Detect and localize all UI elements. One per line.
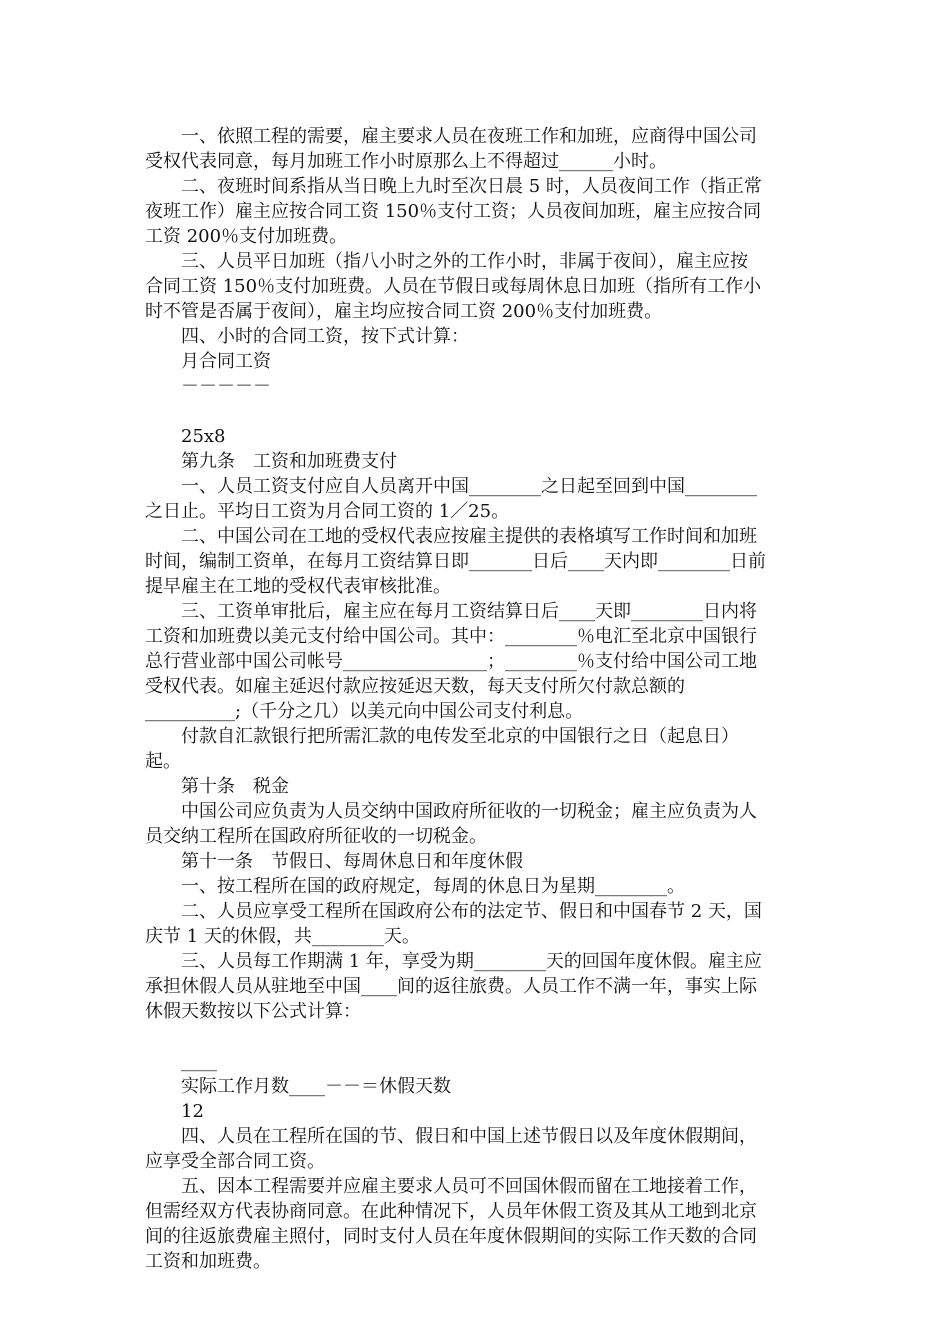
text-line: 第十条 税金 xyxy=(181,776,289,797)
text-line: 实际工作月数____－－＝休假天数 xyxy=(181,1076,451,1097)
text-line: 间的往返旅费雇主照付，同时支付人员在年度休假期间的实际工作天数的合同 xyxy=(145,1226,757,1247)
text-line: 月合同工资 xyxy=(181,351,271,372)
text-line: 一、按工程所在国的政府规定，每周的休息日为星期________。 xyxy=(181,876,685,897)
text-line: 之日止。平均日工资为月合同工资的 1／25。 xyxy=(145,501,510,522)
text-line: 工资和加班费。 xyxy=(145,1251,271,1272)
text-line: 提早雇主在工地的受权代表审核批准。 xyxy=(145,576,451,597)
text-line: 受权代表同意，每月加班工作小时原那么上不得超过______小时。 xyxy=(145,151,667,172)
text-line: －－－－－ xyxy=(181,376,271,397)
text-line: 受权代表。如雇主延迟付款应按延迟天数，每天支付所欠付款总额的 xyxy=(145,676,685,697)
text-line: 夜班工作）雇主应按合同工资 150％支付工资；人员夜间加班，雇主应按合同 xyxy=(145,201,762,222)
text-line: 起。 xyxy=(145,751,181,772)
text-line: 一、依照工程的需要，雇主要求人员在夜班工作和加班，应商得中国公司 xyxy=(181,126,757,147)
text-line: 中国公司应负责为人员交纳中国政府所征收的一切税金；雇主应负责为人 xyxy=(181,801,757,822)
text-line: 第十一条 节假日、每周休息日和年度休假 xyxy=(181,851,523,872)
text-line: 五、因本工程需要并应雇主要求人员可不回国休假而留在工地接着工作， xyxy=(181,1176,757,1197)
text-line: 但需经双方代表协商同意。在此种情况下，人员年休假工资及其从工地到北京 xyxy=(145,1201,757,1222)
text-line: 时间，编制工资单，在每月工资结算日即_______日后____天内即________日前 xyxy=(145,551,766,572)
document-body xyxy=(145,124,805,1274)
text-line: 时不管是否属于夜间），雇主均应按合同工资 200％支付加班费。 xyxy=(145,301,663,322)
text-line: ____ xyxy=(181,1051,217,1072)
text-line: 总行营业部中国公司帐号________________；________％支付给中国公司工地 xyxy=(145,651,757,672)
text-line: 12 xyxy=(181,1101,204,1122)
text-line: 四、小时的合同工资，按下式计算： xyxy=(181,326,469,347)
text-line: 第九条 工资和加班费支付 xyxy=(181,451,397,472)
text-line: 三、人员每工作期满 1 年，享受为期________天的回国年度休假。雇主应 xyxy=(181,951,762,972)
text-line: 三、工资单审批后，雇主应在每月工资结算日后____天即________日内将 xyxy=(181,601,757,622)
text-line: __________;（千分之几）以美元向中国公司支付利息。 xyxy=(145,701,584,722)
text-line xyxy=(145,399,805,424)
text-line: 合同工资 150％支付加班费。人员在节假日或每周休息日加班（指所有工作小 xyxy=(145,276,762,297)
text-line: 休假天数按以下公式计算： xyxy=(145,1001,361,1022)
text-line: 工资 200％支付加班费。 xyxy=(145,226,348,247)
text-line: 应享受全部合同工资。 xyxy=(145,1151,325,1172)
text-line: 25x8 xyxy=(181,426,226,447)
text-line: 庆节 1 天的休假，共________天。 xyxy=(145,926,420,947)
text-line: 付款自汇款银行把所需汇款的电传发至北京的中国银行之日（起息日） xyxy=(181,726,739,747)
text-line: 二、人员应享受工程所在国政府公布的法定节、假日和中国春节 2 天，国 xyxy=(181,901,762,922)
text-line: 二、夜班时间系指从当日晚上九时至次日晨 5 时，人员夜间工作（指正常 xyxy=(181,176,762,197)
text-line: 三、人员平日加班（指八小时之外的工作小时，非属于夜间），雇主应按 xyxy=(181,251,748,272)
text-line: 员交纳工程所在国政府所征收的一切税金。 xyxy=(145,826,487,847)
text-line: 承担休假人员从驻地至中国____间的返往旅费。人员工作不满一年，事实上际 xyxy=(145,976,757,997)
text-line: 四、人员在工程所在国的节、假日和中国上述节假日以及年度休假期间， xyxy=(181,1126,757,1147)
text-line: 一、人员工资支付应自人员离开中国________之日起至回到中国________ xyxy=(181,476,757,497)
text-line: 工资和加班费以美元支付给中国公司。其中：________％电汇至北京中国银行 xyxy=(145,626,757,647)
text-line: 二、中国公司在工地的受权代表应按雇主提供的表格填写工作时间和加班 xyxy=(181,526,757,547)
text-line xyxy=(145,1024,805,1049)
